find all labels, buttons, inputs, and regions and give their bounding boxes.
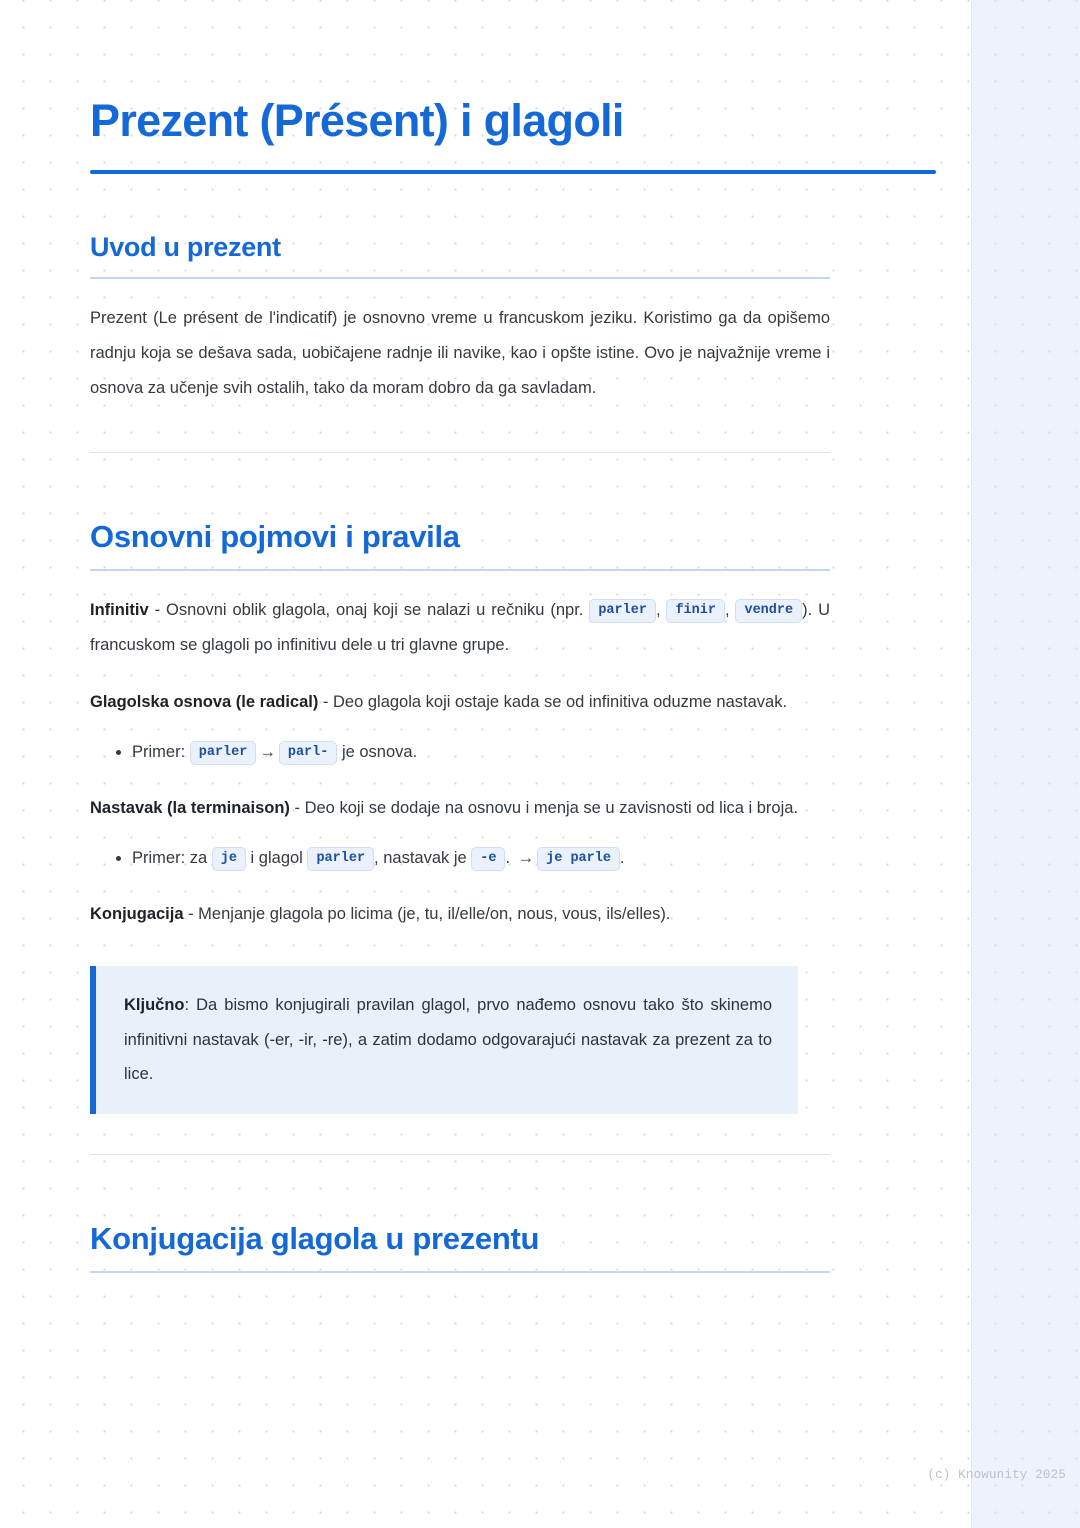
list-nastavak-examples [90,842,830,875]
konjugacija-text: - Menjanje glagola po licima (je, tu, il/elle/on, nous, vous, ils/elles). [183,905,671,924]
section-divider-1 [90,452,830,453]
infinitiv-sep-1: , [655,601,667,620]
section-underline-conjugation [90,1271,830,1273]
arrow-icon: → [259,743,276,762]
list-osnova-examples [90,736,830,769]
code-chip-parler-nastavak: parler [307,847,374,871]
section-basics [90,519,830,1114]
key-callout [90,966,798,1114]
code-chip-parler-example: parler [190,741,257,765]
nastavak-example-mid-1: i glagol [245,849,308,868]
paragraph-konjugacija [90,897,830,932]
list-item [116,842,830,875]
callout-paragraph [124,988,772,1092]
paragraph-infinitiv [90,593,830,663]
osnova-example-tail: je osnova. [337,743,418,762]
osnova-example-label: Primer: [132,743,190,762]
section-divider-2 [90,1154,830,1155]
nastavak-example-mid-2: , nastavak je [374,849,472,868]
code-chip-je-parle: je parle [537,847,620,871]
section-conjugation [90,1221,830,1273]
intro-paragraph: Prezent (Le présent de l'indicatif) je osnovno vreme u francuskom jeziku. Koristimo ga da opišemo radnju koja se dešava sada, uobičajene radnje ili navike, kao i opšte istine. Ovo je najvažnije vreme i osnova za učenje svih ostalih, tako da moram dobro da ga savladam. [90,309,830,398]
paragraph-nastavak [90,791,830,826]
callout-text: : Da bismo konjugirali pravilan glagol, prvo nađemo osnovu tako što skinemo infinitivni nastavak (-er, -ir, -re), a zatim dodamo odgovarajući nastavak za prezent za to lice. [124,996,772,1084]
section-underline-intro [90,277,830,279]
code-chip-parler: parler [589,599,656,623]
callout-label: Ključno [124,996,185,1015]
arrow-icon: → [517,849,535,868]
footer-copyright: (c) Knowunity 2025 [927,1468,1066,1482]
nastavak-text: - Deo koji se dodaje na osnovu i menja se u zavisnosti od lica i broja. [289,799,799,818]
code-chip-finir: finir [666,599,725,623]
infinitiv-text-after: ). U francuskom se glagoli po infinitivu dele u tri glavne grupe. [90,601,831,655]
nastavak-example-mid-3: . [505,849,515,868]
osnova-text: - Deo glagola koji ostaje kada se od infinitiva oduzme nastavak. [318,693,788,712]
term-nastavak: Nastavak (la terminaison) [90,799,290,818]
term-konjugacija: Konjugacija [90,905,184,924]
term-infinitiv: Infinitiv [90,601,149,620]
section-heading-basics: Osnovni pojmovi i pravila [90,519,460,555]
code-chip-ending-e: -e [471,847,505,871]
title-underline [90,170,936,174]
section-intro [90,232,830,406]
section-underline-basics [90,569,830,571]
list-item [116,736,830,769]
nastavak-example-label: Primer: za [132,849,212,868]
term-osnova: Glagolska osnova (le radical) [90,693,319,712]
paragraph-osnova [90,685,830,720]
right-margin-band [971,0,1080,1528]
code-chip-je: je [212,847,246,871]
page-title: Prezent (Présent) i glagoli [90,95,624,146]
section-heading-conjugation: Konjugacija glagola u prezentu [90,1221,540,1257]
code-chip-parl-stem: parl- [279,741,338,765]
code-chip-vendre: vendre [735,599,802,623]
section-heading-intro: Uvod u prezent [90,232,281,263]
infinitiv-sep-2: , [724,601,736,620]
nastavak-example-tail: . [619,849,625,868]
infinitiv-text-before: - Osnovni oblik glagola, onaj koji se nalazi u rečniku (npr. [148,601,590,620]
document-content [90,0,830,1273]
